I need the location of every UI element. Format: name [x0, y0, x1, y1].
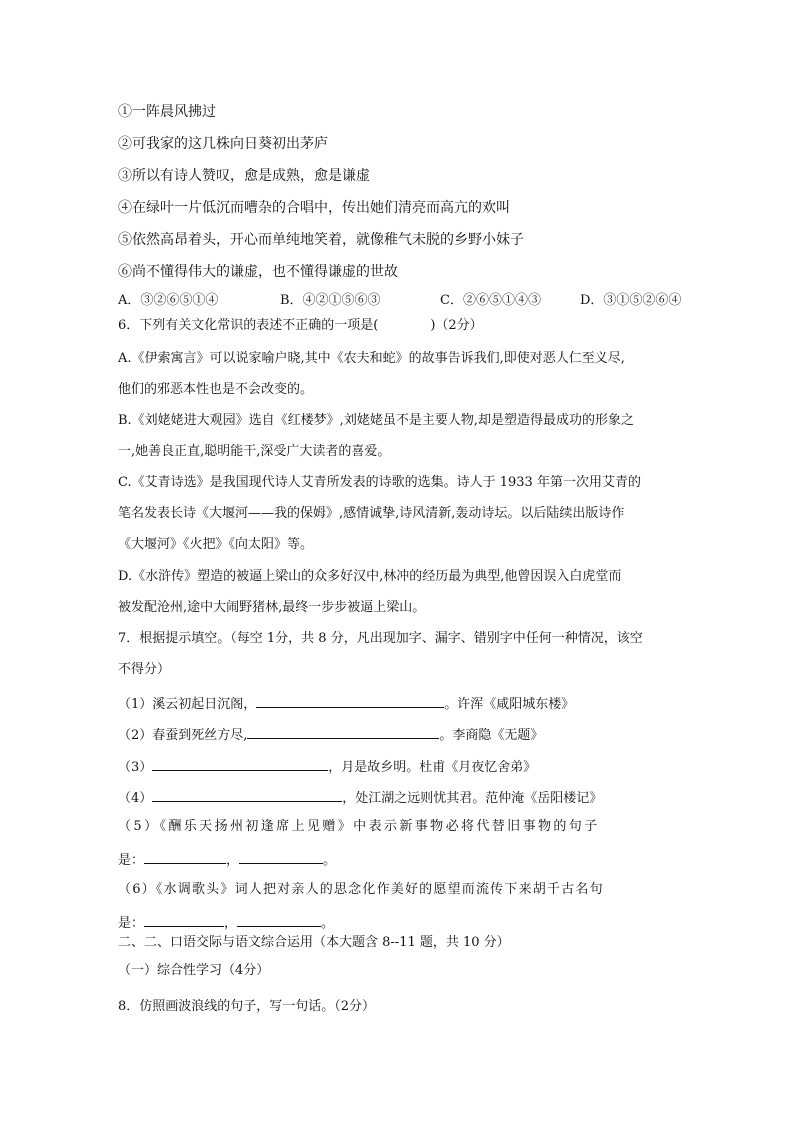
- sentence-1: ①一阵晨风拂过: [118, 104, 216, 120]
- section-2-heading: 二、二、口语交际与语文综合运用（本大题含 8--11 题，共 10 分）: [118, 935, 510, 950]
- q7-item-5-line1: （5）《酬乐天扬州初逢席上见赠》中表示新事物必将代替旧事物的句子: [118, 819, 600, 834]
- q7-item-2: [118, 724, 543, 745]
- q7-item-4: [118, 787, 602, 808]
- q6-option-a-line1: A.《伊索寓言》可以说家喻户晓,其中《农夫和蛇》的故事告诉我们,即使对恶人仁至义尽,: [118, 351, 625, 366]
- option-a: A．③②⑥⑤①④: [118, 293, 219, 308]
- sentence-4: ④在绿叶一片低沉而嘈杂的合唱中，传出她们清亮而高亢的欢叫: [118, 200, 510, 216]
- answer-blank-1[interactable]: [256, 693, 444, 708]
- option-c: C．②⑥⑤①④③: [440, 293, 541, 308]
- sentence-3: ③所以有诗人赞叹，愈是成熟，愈是谦虚: [118, 168, 370, 184]
- q6-option-c-line1: C.《艾青诗选》是我国现代诗人艾青所发表的诗歌的选集。诗人于 1933 年第一次用艾青的: [118, 475, 641, 490]
- q7-item-3: [118, 756, 536, 777]
- answer-blank-4[interactable]: [152, 787, 342, 802]
- item-3-suffix: ，月是故乡明。杜甫《月夜忆舍弟》: [328, 760, 537, 775]
- option-b: B．④②①⑤⑥③: [280, 293, 381, 308]
- q6-option-d-line2: 被发配沧州,途中大闹野猪林,最终一步步被逼上梁山。: [118, 600, 426, 615]
- q7-stem-line1: 7．根据提示填空。（每空 1分，共 8 分，凡出现加字、漏字、错别字中任何一种情况，该空: [118, 631, 643, 646]
- answer-blank-6b[interactable]: [237, 912, 321, 927]
- item-2-prefix: （2）春蚕到死丝方尽,: [118, 728, 248, 743]
- sentence-5: ⑤依然高昂着头，开心而单纯地笑着，就像稚气未脱的乡野小妹子: [118, 232, 524, 248]
- q6-option-a-line2: 他们的邪恶本性也是不会改变的。: [118, 382, 314, 397]
- sentence-6: ⑥尚不懂得伟大的谦虚，也不懂得谦虚的世故: [118, 264, 398, 280]
- answer-blank-3[interactable]: [152, 756, 328, 771]
- item-1-suffix: 。许浑《咸阳城东楼》: [444, 697, 575, 712]
- subsection-1-heading: （一）综合性学习（4分）: [118, 963, 270, 978]
- q6-option-b-line2: 一,她善良正直,聪明能干,深受广大读者的喜爱。: [118, 444, 391, 459]
- answer-blank-6a[interactable]: [144, 912, 224, 927]
- q7-item-1: [118, 693, 574, 714]
- item-2-suffix: 。李商隐《无题》: [439, 728, 544, 743]
- item-4-prefix: （4）: [118, 791, 153, 806]
- answer-blank-2[interactable]: [247, 724, 439, 739]
- q7-item-6-line1: （6）《水调歌头》词人把对亲人的思念化作美好的愿望而流传下来胡千古名句: [118, 882, 604, 897]
- q6-stem: 6．下列有关文化常识的表述不正确的一项是( )（2分）: [118, 318, 483, 333]
- answer-blank-5b[interactable]: [239, 849, 323, 864]
- option-d: D．③①⑤②⑥④: [580, 293, 682, 308]
- q8-stem: 8．仿照画波浪线的句子，写一句话。（2分）: [118, 999, 376, 1014]
- answer-blank-5a[interactable]: [144, 849, 226, 864]
- item-5-prefix: 是：: [118, 853, 145, 868]
- item-3-prefix: （3）: [118, 760, 153, 775]
- q6-option-c-line2: 笔名发表长诗《大堰河——我的保姆》,感情诚挚,诗风清新,轰动诗坛。以后陆续出版诗作: [118, 506, 625, 521]
- q7-stem-line2: 不得分）: [118, 662, 171, 677]
- item-6-comma: ，: [224, 916, 238, 931]
- q6-option-b-line1: B.《刘姥姥进大观园》选自《红楼梦》,刘姥姥虽不是主要人物,却是塑造得最成功的形象之: [118, 413, 634, 428]
- item-4-suffix: ，处江湖之远则忧其君。范仲淹《岳阳楼记》: [342, 791, 603, 806]
- q7-item-5-line2: [118, 849, 336, 870]
- q6-option-c-line3: 《大堰河》《火把》《向太阳》等。: [118, 537, 314, 552]
- item-6-period: 。: [321, 916, 335, 931]
- item-5-period: 。: [323, 853, 337, 868]
- q6-option-d-line1: D.《水浒传》塑造的被逼上梁山的众多好汉中,林冲的经历最为典型,他曾因误入白虎堂而: [118, 569, 622, 584]
- item-6-prefix: 是：: [118, 916, 145, 931]
- q7-item-6-line2: [118, 912, 334, 933]
- item-1-prefix: （1）溪云初起日沉阁，: [118, 697, 257, 712]
- sentence-2: ②可我家的这几株向日葵初出茅庐: [118, 136, 328, 152]
- item-5-comma: ，: [226, 853, 240, 868]
